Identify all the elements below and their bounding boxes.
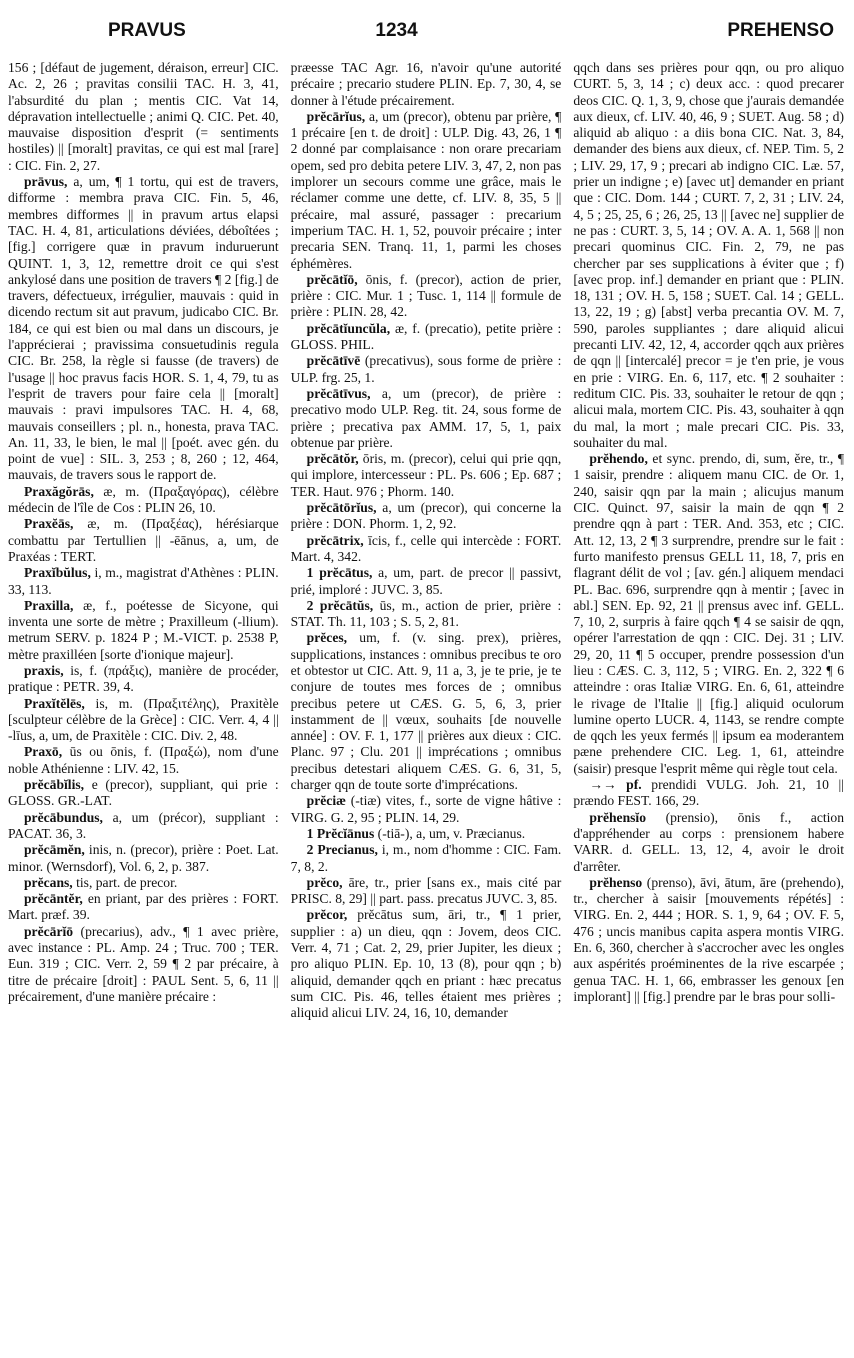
dictionary-entry	[8, 663, 279, 696]
dictionary-entry	[291, 907, 562, 1021]
dictionary-entry	[291, 793, 562, 826]
entry-definition: (-tiā-), a, um, v. Præcianus.	[374, 825, 526, 841]
entry-headword: Praxō,	[24, 744, 63, 760]
entry-definition: ōnis, f. (precor), action de prier, prière : CIC. Mur. 1 ; Tusc. 1, 114 || formule de prière : PLIN. 28, 42.	[290, 271, 562, 320]
entry-headword: prĕcārĭus,	[306, 108, 366, 124]
entry-definition: (prenso), āvi, ātum, āre (prehendo), tr., chercher à saisir [mouvements répétés] : VIRG. En. 2, 444 ; HOR. S. 1, 9, 64 ; OV. F. 5, 476 ; uncis manibus capita aspera montis VIRG. En. 6, 360, chercher à s'accrocher avec les ongles aux aspérités proéminentes de la rive escarpée ; genua TAC. H. 1, 66, embrasser les genoux [en implorant] || [fig.] prendre par le bras pour solli-	[573, 874, 845, 1004]
entry-headword: prĕcātĭō,	[306, 271, 358, 287]
dictionary-entry	[291, 109, 562, 272]
entry-headword: prĕcātŏr,	[306, 451, 359, 467]
dictionary-entry	[8, 924, 279, 1005]
entry-headword: prĕhensĭo	[589, 809, 646, 825]
entry-headword: 1 Prĕcĭānus	[306, 825, 375, 841]
entry-definition: ōris, m. (precor), celui qui prie qqn, qui implore, intercesseur : PL. Ps. 606 ; Ep. 687 ; TER. Haut. 976 ; Phorm. 140.	[290, 451, 562, 499]
entry-definition: um, f. (v. sing. prex), prières, supplications, instances : omnibus precibus te oro et obtestor ut CIC. Att. 9, 11 a, 3, je te prie, je te conjure de toutes mes forces de ; omnibus precibus petere ut CÆS. G. 5, 6, 3, prier instamment de || vœux, souhaits [de nouvelle année] : OV. F. 1, 177 || prières aux dieux : CIC. Planc. 97 ; Clu. 201 || imprécations ; omnibus precibus detestari aliquem CÆS. G. 6, 31, 5, charger qqn de toute sorte d'imprécations.	[290, 630, 562, 793]
entry-headword: prĕcātōrĭus,	[306, 500, 377, 516]
entry-definition: ūs, m., action de prier, prière : STAT. Th. 11, 103 ; S. 5, 2, 81.	[290, 597, 562, 630]
entry-definition: is, f. (πράξις), manière de procéder, pratique : PETR. 39, 4.	[8, 662, 279, 695]
entry-headword: prĕces,	[306, 630, 348, 646]
entry-definition: inis, n. (precor), prière : Poet. Lat. minor. (Wernsdorf), Vol. 6, 2, p. 387.	[8, 842, 279, 874]
dictionary-entry	[291, 321, 562, 354]
text-columns	[8, 60, 844, 1022]
entry-definition: æ, m. (Πραξέας), hérésiarque combattu par Tertullien || -ēānus, a, um, de Praxéas : TERT.	[8, 516, 279, 564]
entry-definition: tis, part. de precor.	[72, 874, 178, 890]
entry-headword: 2 Precianus,	[306, 842, 378, 858]
dictionary-entry	[573, 777, 844, 810]
page-number: 1234	[375, 20, 418, 41]
entry-headword: prĕcābĭlis,	[24, 777, 85, 793]
dictionary-entry	[8, 891, 279, 924]
entry-definition: a, um (précor), suppliant : PACAT. 36, 3.	[8, 809, 279, 841]
entry-definition: ūs ou ōnis, f. (Πραξώ), nom d'une noble Athénienne : LIV. 42, 15.	[8, 744, 279, 776]
entry-headword: Praxĭbŭlus,	[24, 565, 91, 581]
entry-definition: æ, m. (Πραξαγόρας), célèbre médecin de l'île de Cos : PLIN 26, 10.	[8, 483, 279, 516]
entry-headword: prĕcātīvus,	[306, 385, 371, 401]
dictionary-entry	[291, 60, 562, 109]
entry-headword: prĕcor,	[306, 907, 348, 923]
dictionary-entry	[291, 598, 562, 631]
dictionary-entry	[8, 565, 279, 598]
dictionary-entry	[573, 875, 844, 1005]
entry-definition: prĕcātus sum, āri, tr., ¶ 1 prier, supplier : a) un dieu, qqn : Jovem, deos CIC. Verr. 4, 71 ; Cat. 2, 29, prier Jupiter, les dieux ; pro aliquo PLIN. Ep. 10, 13 (8), pour qqn ; b) aliquid, demander qqch en priant : hæc precatus sum CIC. Pis. 46, telles étaient mes prières ; aliquid alicui LIV. 24, 16, 10, demander	[290, 907, 562, 1021]
entry-headword: prĕcāntĕr,	[24, 891, 83, 907]
dictionary-entry	[573, 451, 844, 777]
entry-definition: āre, tr., prier [sans ex., mais cité par PRISC. 8, 29] || part. pass. precatus JUVC. 3, 85.	[290, 874, 562, 907]
dictionary-entry	[8, 744, 279, 777]
entry-definition: æ, f. (precatio), petite prière : GLOSS. PHIL.	[290, 320, 562, 353]
entry-headword: Praxĭtĕlēs,	[24, 695, 85, 711]
entry-headword: prĕcātĭuncŭla,	[306, 320, 391, 336]
entry-headword: praxis,	[24, 662, 64, 678]
entry-headword: 1 prĕcātus,	[306, 565, 373, 581]
header-left-guide-word: PRAVUS	[108, 20, 186, 41]
entry-headword: Praxilla,	[24, 597, 74, 613]
dictionary-entry	[291, 272, 562, 321]
dictionary-entry	[8, 598, 279, 663]
header-right-guide-word: PREHENSO	[727, 20, 834, 41]
entry-definition: (precativus), sous forme de prière : ULP. frg. 25, 1.	[290, 353, 562, 385]
dictionary-entry	[8, 777, 279, 810]
dictionary-entry	[291, 630, 562, 793]
entry-definition: et sync. prendo, di, sum, ĕre, tr., ¶ 1 saisir, prendre : aliquem manu CIC. de Or. 1, 240, saisir qqn par la main ; alicujus manum CIC. Quinct. 97, saisir la main de qqn ¶ 2 prendre qqn à part : TER. And. 353, etc ; CIC. Att. 12, 13, 2 ¶ 3 surprendre, prendre sur le fait : furto manifesto prensus GELL 11, 18, 7, pris en flagrant délit de vol ; [av. gén.] aliquem mendaci PL. Bac. 696, surprendre qqn à mentir ; [avec in abl.] SEN. Ep. 92, 21 || prensus avec inf. GELL. 7, 10, 2, surpris à faire qqch ¶ 4 se saisir de qqn, opérer l'arrestation de qqn : CIC. Dej. 31 ; LIV. 29, 20, 11 ¶ 5 occuper, prendre possession d'un lieu : CÆS. C. 3, 112, 5 ; VIRG. En. 2, 322 ¶ 6 atteindre : oras Italiæ VIRG. En. 6, 61, atteindre le rivage de l'Italie || [fig.] aliquid oculorum lumine operto LUCR. 4, 1143, se rendre compte de qqch les yeux fermés || ipsum ea moderantem pæne prehendere CIC. Leg. 1, 61, atteindre (saisir) presque l'esprit même qui règle tout cela.	[573, 451, 845, 776]
column-middle	[291, 60, 562, 1022]
dictionary-entry	[291, 826, 562, 842]
entry-headword: prĕhendo,	[589, 451, 648, 467]
column-right	[573, 60, 844, 1022]
entry-definition: (-tiæ) vites, f., sorte de vigne hâtive : VIRG. G. 2, 95 ; PLIN. 14, 29.	[290, 793, 562, 825]
entry-definition: i, m., nom d'homme : CIC. Fam. 7, 8, 2.	[290, 842, 562, 874]
dictionary-entry	[291, 500, 562, 533]
entry-definition: a, um, part. de precor || passivt, prié, imploré : JUVC. 3, 85.	[290, 565, 562, 597]
entry-definition: i, m., magistrat d'Athènes : PLIN. 33, 113.	[8, 565, 279, 597]
column-left	[8, 60, 279, 1022]
entry-definition: æ, f., poétesse de Sicyone, qui inventa une sorte de mètre ; Praxilleum (-llium). metrum SERV. p. 1824 P ; M.-VICT. p. 2538 P, mètre praxilléen [sorte d'ionique majeur].	[8, 597, 279, 662]
entry-headword: prĕcātīvē	[306, 353, 361, 369]
entry-headword: 2 prĕcātŭs,	[306, 597, 374, 613]
entry-definition: qqch dans ses prières pour qqn, ou pro aliquo CURT. 5, 3, 14 ; c) deux acc. : quod precarer deos CIC. Q. 1, 3, 9, chose que j'aurais demandée aux dieux, cf. LIV. 40, 46, 9 ; SUET. Aug. 58 ; d) aliquid ab aliquo : a diis bona CIC. Nat. 3, 84, demander des biens aux dieux, cf. NEP. Tim. 5, 2 ; LIV. 29, 17, 9 ; precari ab indigno CIC. Læ. 57, prier un indigne ; e) [avec ut] demander en priant que : CIC. Dom. 144 ; CURT. 7, 2, 31 ; LIV. 24, 4, 5 ; 25, 25, 6 ; 26, 25, 13 || [avec ne] supplier de ne pas : CURT. 3, 5, 14 ; OV. A. A. 1, 568 || non precari quominus CIC. Fin. 2, 79, ne pas chercher par ses supplications à éviter que ; f) [avec prop. inf.] demander en priant que : PLIN. 18, 131 ; OV. H. 5, 158 ; SUET. Cal. 14 ; GELL. 13, 22, 19 ; g) [abst] verba precantia OV. M. 7, 590, paroles suppliantes ; dare aliquid alicui precanti LIV. 42, 12, 4, accorder qqch aux prières de qqn || [intercalé] precor = je t'en prie, je vous en prie : VIRG. En. 6, 117, etc. ¶ 2 souhaiter : reditum CIC. Pis. 33, souhaiter le retour de qqn ; alicui mala, mortem CIC. Pis. 43, souhaiter à qqn du mal, la mort ; male precari CIC. Pis. 33, souhaiter du mal.	[573, 60, 845, 450]
running-head	[8, 20, 844, 60]
entry-headword: prāvus,	[24, 174, 68, 190]
dictionary-entry	[291, 533, 562, 566]
dictionary-entry	[291, 353, 562, 386]
entry-definition: a, um, ¶ 1 tortu, qui est de travers, difforme : membra prava CIC. Fin. 5, 46, membres difformes || in pravum artus elapsi TAC. H. 4, 81, articulations déviées, déboîtées ; [fig.] corrigere quæ in pravum induruerunt QUINT. 1, 3, 12, remettre droit ce qui s'est ankylosé dans une position de travers ¶ 2 [fig.] de travers, défectueux, irrégulier, mauvais : quid in dicendo rectum sit aut pravum, judicabo CIC. Br. 184, ce qui est bien ou mal dans un discours, je l'apprécierai ; pravissima consuetudinis regula CIC. Br. 258, la règle si fausse (de travers) de l'usage || hoc pravus facis HOR. S. 1, 4, 79, tu as l'esprit de travers pour faire cela || [moralt] mauvais : pravi impulsores TAC. H. 4, 68, mauvais conseillers ; pl. n., honesta, prava TAC. An. 11, 33, le bien, le mal || [poét. avec gén. du point de vue] : SIL. 3, 253 ; 8, 260 ; 12, 464, mauvais, de travers sous le rapport de.	[8, 174, 279, 483]
dictionary-entry	[8, 875, 279, 891]
entry-definition: a, um (precor), de prière : precativo modo ULP. Reg. tit. 24, sous forme de prière ; precativa pax AMM. 17, 5, 1, paix obtenue par prière.	[290, 385, 562, 450]
dictionary-entry	[573, 810, 844, 875]
entry-definition: a, um (precor), obtenu par prière, ¶ 1 précaire [en t. de droit] : ULP. Dig. 43, 26, 1 ¶ 2 donné par complaisance : non orare precariam opem, sed pro debita petere LIV. 3, 47, 2, non pas implorer un secours comme une grâce, mais le réclamer comme une dette, cf. LIV. 8, 35, 5 || précaire, mal assuré, passager : precarium imperium TAC. H. 1, 52, pouvoir précaire ; inter precaria SEN. Tranq. 11, 1, parmi les choses éphémères.	[290, 108, 562, 271]
entry-definition: is, m. (Πραξιτέλης), Praxitèle [sculpteur célèbre de la Grèce] : CIC. Verr. 4, 4 || -līus, a, um, de Praxitèle : CIC. Div. 2, 48.	[8, 695, 279, 744]
dictionary-entry	[8, 810, 279, 843]
entry-headword: Praxăgŏrās,	[24, 483, 94, 499]
dictionary-entry	[291, 386, 562, 451]
entry-definition: prendidi VULG. Joh. 21, 10 || prændo FEST. 166, 29.	[573, 777, 844, 809]
entry-headword: Praxĕās,	[24, 516, 74, 532]
entry-headword: prĕciæ	[306, 793, 346, 809]
dictionary-entry	[573, 60, 844, 451]
entry-definition: īcis, f., celle qui intercède : FORT. Mart. 4, 342.	[290, 532, 562, 564]
dictionary-entry	[8, 60, 279, 174]
dictionary-entry	[8, 516, 279, 565]
entry-definition: præesse TAC Agr. 16, n'avoir qu'une autorité précaire ; precario studere PLIN. Ep. 7, 30, 4, se donner à l'étude précairement.	[290, 60, 562, 108]
entry-headword: prĕcans,	[24, 874, 73, 890]
dictionary-entry	[8, 696, 279, 745]
entry-headword: prĕhenso	[589, 874, 643, 890]
entry-definition: e (precor), suppliant, qui prie : GLOSS. GR.-LAT.	[8, 777, 279, 809]
entry-headword: prĕcābundus,	[24, 809, 103, 825]
entry-definition: a, um (precor), qui concerne la prière : DON. Phorm. 1, 2, 92.	[290, 500, 562, 532]
entry-headword: prĕco,	[306, 874, 343, 890]
entry-definition: en priant, par des prières : FORT. Mart. præf. 39.	[8, 891, 279, 923]
entry-definition: 156 ; [défaut de jugement, déraison, erreur] CIC. Ac. 2, 26 ; pravitas consilii TAC. H. 3, 41, l'absurdité du plan ; mentis CIC. Vat 14, dépravation intellectuelle ; animi Q. CIC. Pet. 40, mauvaise disposition d'esprit (= sentiments hostiles) || [moralt] pravitas, ce qui est mal [rare] : CIC. Fin. 2, 27.	[8, 60, 279, 173]
dictionary-entry	[8, 174, 279, 484]
entry-headword: prĕcārĭō	[24, 923, 74, 939]
dictionary-entry	[291, 451, 562, 500]
entry-headword: prĕcāmĕn,	[24, 842, 85, 858]
entry-definition: (precarius), adv., ¶ 1 avec prière, avec instance : PL. Amp. 24 ; Truc. 700 ; TER. Eun. 319 ; CIC. Verr. 2, 59 ¶ 2 par précaire, à titre de précaire [droit] : PAUL Sent. 5, 6, 11 || précairement, d'une manière précaire :	[8, 923, 279, 1004]
dictionary-entry	[291, 842, 562, 875]
dictionary-entry	[291, 875, 562, 908]
entry-definition: (prensio), ōnis f., action d'appréhender au corps : prensionem habere VARR. d. GELL. 13, 12, 4, avoir le droit d'arrêter.	[573, 809, 845, 874]
dictionary-entry	[8, 842, 279, 875]
entry-headword: prĕcātrix,	[306, 532, 364, 548]
dictionary-entry	[291, 565, 562, 598]
entry-headword: →→ pf.	[589, 777, 642, 793]
dictionary-entry	[8, 484, 279, 517]
